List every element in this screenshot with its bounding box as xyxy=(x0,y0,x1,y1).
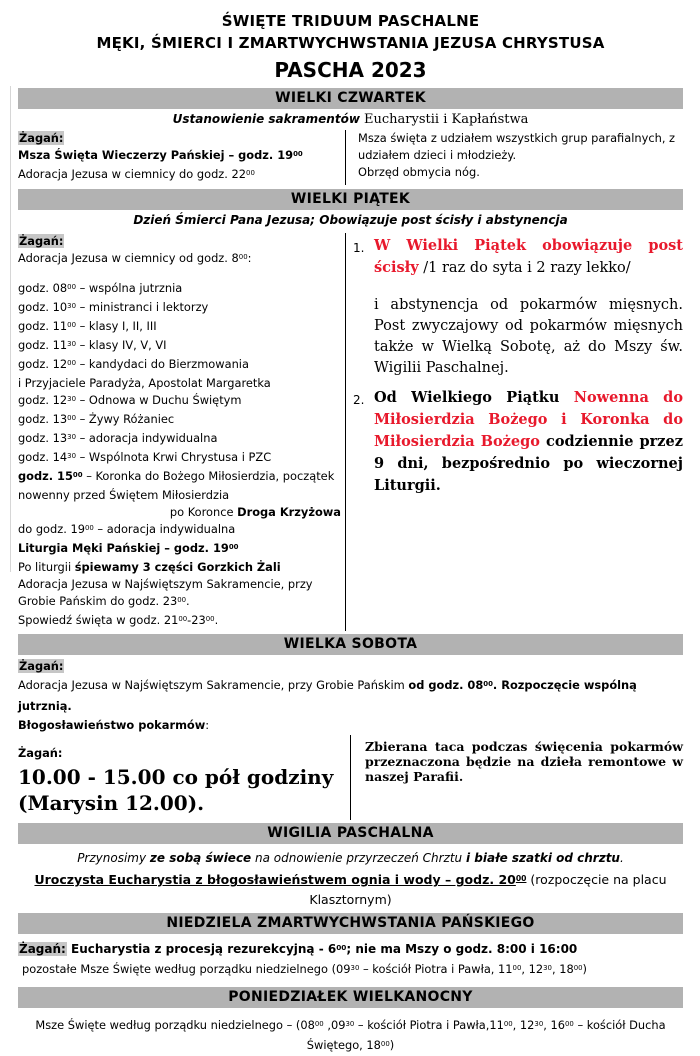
text-segment: Adoracja Jezusa w Najświętszym Sakramencie, przy Grobie Pańskim do godz. 23 xyxy=(18,577,313,609)
text-segment: 30 xyxy=(67,452,76,461)
text-segment: Msze Święte według porządku niedzielnego – (08 xyxy=(35,1018,315,1033)
fasting-rule-text xyxy=(374,235,683,385)
text-segment: 00 xyxy=(67,414,76,423)
text-segment: godz. 15 xyxy=(18,469,73,484)
text-segment: śpiewamy 3 części Gorzkich Żali xyxy=(74,560,281,575)
highlighted-label: Żagań: xyxy=(19,131,64,145)
text-segment: Od Wielkiego Piątku xyxy=(374,389,574,406)
text-line xyxy=(18,392,341,411)
sunday-mass-line xyxy=(18,940,683,960)
list-number: 2. xyxy=(353,393,365,407)
text-segment: godz. 11 xyxy=(18,319,68,334)
text-segment: codziennie przez 9 dni, bezpośrednio po wieczornej Liturgii. xyxy=(374,433,683,494)
text-segment: i białe szatki od chrztu xyxy=(465,851,620,866)
saturday-collection-note xyxy=(350,735,683,820)
text-segment: godz. 14 xyxy=(18,450,68,465)
friday-schedule-list xyxy=(18,233,345,631)
text-segment: od godz. 08 xyxy=(408,678,484,693)
text-segment: – kościół Ducha Świętego, 18 xyxy=(306,1018,666,1053)
text-line xyxy=(18,233,341,250)
text-segment: 30 xyxy=(67,433,76,442)
text-segment: 00 xyxy=(72,471,83,480)
text-segment: nowenny przed Świętem Miłosierdzia xyxy=(18,488,230,503)
text-segment: Dzień Śmierci Pana Jezusa; Obowiązuje post ścisły i abstynencja xyxy=(133,213,568,227)
sunday-other-masses-line xyxy=(18,960,683,981)
text-line xyxy=(18,504,341,521)
saturday-town-label xyxy=(18,745,350,761)
text-segment: Uroczysta Eucharystia z błogosławieństwem ognia i wody – godz. 20 xyxy=(34,872,516,888)
text-segment: 00 xyxy=(314,1020,324,1029)
text-segment: godz. 08 xyxy=(18,281,68,296)
text-line xyxy=(18,375,341,392)
text-segment: ) xyxy=(582,962,587,977)
text-segment: ) xyxy=(389,1038,395,1053)
section-wielki-czwartek xyxy=(18,130,683,185)
text-segment: godz. 11 xyxy=(18,338,68,353)
text-segment: Adoracja Jezusa w ciemnicy do godz. 22 xyxy=(18,167,247,181)
text-line xyxy=(374,295,683,379)
text-segment: Adoracja Jezusa w ciemnicy od godz. 8 xyxy=(18,251,239,265)
text-line xyxy=(18,716,683,735)
section-header-wigilia-paschalna: WIGILIA PASCHALNA xyxy=(18,823,683,844)
text-segment: Po liturgii xyxy=(18,560,75,575)
text-line xyxy=(18,468,341,487)
text-segment: , 12 xyxy=(521,962,544,977)
text-segment: – Koronka do Bożego Miłosierdzia, początek xyxy=(82,469,335,484)
text-segment: 00 xyxy=(205,615,215,624)
text-segment: po Koronce xyxy=(169,505,238,520)
text-line xyxy=(18,487,341,504)
saturday-intro xyxy=(18,657,683,735)
text-segment: 30 xyxy=(345,1020,355,1029)
text-line xyxy=(374,387,683,497)
text-segment: , 18 xyxy=(551,962,574,977)
text-line xyxy=(18,280,341,299)
text-segment: /1 raz do syta i 2 razy lekko/ xyxy=(418,260,631,276)
saturday-left-column xyxy=(18,735,350,820)
text-segment: ze sobą świece xyxy=(149,851,252,866)
text-segment: – adoracja indywidualna xyxy=(75,431,218,446)
text-segment: -23 xyxy=(187,613,206,628)
text-segment: Adoracja Jezusa w Najświętszym Sakramencie, przy Grobie Pańskim xyxy=(18,678,409,693)
text-segment: 00 xyxy=(177,596,187,605)
text-segment: – kandydaci do Bierzmowania xyxy=(75,357,249,372)
thursday-subtitle xyxy=(18,110,683,129)
text-line xyxy=(358,164,683,181)
text-segment: Eucharystii i Kapłaństwa xyxy=(359,112,529,127)
text-segment: : xyxy=(247,251,252,265)
text-segment: – ministranci i lektorzy xyxy=(75,300,209,315)
text-segment: – Wspólnota Krwi Chrystusa i PZC xyxy=(75,450,272,465)
text-segment: godz. 13 xyxy=(18,431,68,446)
text-segment: (Marysin 12.00). xyxy=(18,791,205,816)
text-line xyxy=(18,559,341,576)
text-line xyxy=(18,612,341,631)
text-segment: Eucharystia z procesją rezurekcyjną - 6 xyxy=(66,942,337,957)
text-segment: 00 xyxy=(515,873,527,883)
text-segment: godz. 12 xyxy=(18,393,68,408)
page-left-border xyxy=(10,86,11,572)
text-segment: 00 xyxy=(246,168,255,177)
novena-rule-item xyxy=(353,387,683,503)
fasting-rule-item xyxy=(353,235,683,385)
text-segment: – wspólna jutrznia xyxy=(75,281,183,296)
text-line xyxy=(18,764,350,790)
text-line xyxy=(18,430,341,449)
thursday-left-column xyxy=(18,130,345,185)
text-segment: 00 xyxy=(573,964,583,973)
text-segment: 30 xyxy=(67,340,76,349)
title-line-3: PASCHA 2023 xyxy=(274,58,427,82)
text-segment: 00 xyxy=(503,1020,513,1029)
text-segment: Liturgia Męki Pańskiej – godz. 19 xyxy=(18,541,229,556)
text-segment: ; nie ma Mszy o godz. 8:00 i 16:00 xyxy=(346,942,578,957)
text-segment: do godz. 19 xyxy=(18,522,85,537)
text-line xyxy=(18,676,683,716)
friday-notes-column xyxy=(345,233,683,631)
text-segment: . xyxy=(619,851,624,866)
blessing-hours xyxy=(18,764,350,816)
text-line xyxy=(374,235,683,279)
thursday-right-column xyxy=(345,130,683,185)
text-segment: 00 xyxy=(512,964,522,973)
section-header-niedziela-zmartwychwstania: NIEDZIELA ZMARTWYCHWSTANIA PAŃSKIEGO xyxy=(18,913,683,934)
text-segment: 10.00 - 15.00 co pół godziny xyxy=(18,765,334,790)
text-segment: 30 xyxy=(543,964,552,973)
text-segment: na odnowienie przyrzeczeń Chrztu xyxy=(251,851,466,866)
text-segment: pozostałe Msze Święte według porządku niedzielnego (09 xyxy=(22,962,351,977)
text-segment: W Wielki Piątek obowiązuje post ścisły xyxy=(374,237,683,276)
text-segment: – kościół Piotra i Pawła, 11 xyxy=(359,962,513,977)
text-segment: Zbierana taca podczas święcenia pokarmów przeznaczona będzie na dzieła remontowe w naszej Parafii. xyxy=(365,739,683,785)
text-line xyxy=(18,356,341,375)
text-segment: Ustanowienie sakramentów xyxy=(172,112,360,126)
highlighted-label: Żagań: xyxy=(19,659,64,674)
list-number: 1. xyxy=(353,241,365,255)
section-header-wielka-sobota: WIELKA SOBOTA xyxy=(18,634,683,655)
text-segment: (rozpoczęcie na placu Klasztornym) xyxy=(309,872,667,908)
text-segment: godz. 12 xyxy=(18,357,68,372)
text-segment: – adoracja indywidualna xyxy=(93,522,236,537)
text-line xyxy=(18,449,341,468)
text-segment: godz. 10 xyxy=(18,300,68,315)
text-segment: 00 xyxy=(238,252,248,261)
text-line xyxy=(365,739,683,784)
text-line xyxy=(18,576,341,612)
text-line xyxy=(18,269,341,280)
text-segment: i abstynencja od pokarmów mięsnych. Post zwyczajowy od pokarmów mięsnych także w Wielką Sobotę, aż do Mszy św. Wigilii Paschalnej. xyxy=(374,297,683,376)
text-segment: Msza Święta Wieczerzy Pańskiej – godz. 19 xyxy=(18,148,294,162)
text-segment: godz. 13 xyxy=(18,412,68,427)
highlighted-label: Żagań: xyxy=(19,942,66,957)
title-line-1: ŚWIĘTE TRIDUUM PASCHALNE xyxy=(221,12,480,30)
text-line xyxy=(18,521,341,540)
text-segment: i Przyjaciele Paradyża, Apostolat Margaretka xyxy=(18,376,271,391)
friday-subtitle xyxy=(18,212,683,229)
text-segment: 00 xyxy=(178,615,188,624)
text-line xyxy=(18,790,350,816)
text-line xyxy=(18,318,341,337)
text-segment: Błogosławieństwo pokarmów xyxy=(18,718,206,733)
text-segment: 30 xyxy=(67,395,76,404)
text-segment: 00 xyxy=(67,321,76,330)
text-line xyxy=(18,299,341,318)
text-segment: 00 xyxy=(84,524,94,533)
text-segment: 00 xyxy=(483,680,493,689)
text-segment: 00 xyxy=(380,1040,390,1049)
vigil-instruction xyxy=(18,850,683,867)
text-segment: – klasy I, II, III xyxy=(75,319,157,334)
text-segment: 00 xyxy=(336,943,347,953)
text-line xyxy=(18,147,345,166)
text-segment: Droga Krzyżowa xyxy=(237,505,341,520)
text-line xyxy=(18,130,345,147)
text-line xyxy=(18,166,345,185)
text-line xyxy=(18,250,341,269)
text-segment: 00 xyxy=(228,543,239,552)
text-line xyxy=(18,337,341,356)
text-segment: : xyxy=(205,718,210,733)
text-line xyxy=(18,657,683,676)
text-segment: – kościół Piotra i Pawła,11 xyxy=(354,1018,504,1033)
text-segment: ,09 xyxy=(323,1018,346,1033)
text-segment: , 12 xyxy=(512,1018,535,1033)
section-header-wielki-piatek: WIELKI PIĄTEK xyxy=(18,189,683,210)
text-segment: 30 xyxy=(350,964,360,973)
novena-rule-text xyxy=(374,387,683,503)
text-segment: 30 xyxy=(534,1020,544,1029)
text-segment: – Odnowa w Duchu Świętym xyxy=(75,393,242,408)
text-segment: 30 xyxy=(67,302,76,311)
text-segment: Przynosimy xyxy=(77,851,150,866)
text-segment: Żagań: xyxy=(18,746,63,761)
text-segment: Nowenna do Miłosierdzia Bożego i Koronka do Miłosierdzia Bożego xyxy=(374,389,683,450)
text-line xyxy=(18,411,341,430)
section-header-poniedzialek-wielkanocny: PONIEDZIAŁEK WIELKANOCNY xyxy=(18,987,683,1008)
text-segment: Spowiedź święta w godz. 21 xyxy=(18,613,179,628)
text-segment: Obrzęd obmycia nóg. xyxy=(358,165,480,179)
title-line-2: MĘKI, ŚMIERCI I ZMARTWYCHWSTANIA JEZUSA CHRYSTUSA xyxy=(96,34,605,52)
text-segment: 00 xyxy=(67,359,76,368)
text-segment: . xyxy=(214,613,219,628)
text-segment: Msza święta z udziałem wszystkich grup parafialnych, z udziałem dzieci i młodzieży. xyxy=(358,131,676,162)
text-segment: 00 xyxy=(67,283,76,292)
text-line xyxy=(358,130,683,164)
text-segment: . xyxy=(186,594,190,609)
text-segment: , 16 xyxy=(543,1018,565,1033)
text-segment: – Żywy Różaniec xyxy=(75,412,175,427)
section-wielki-piatek xyxy=(18,233,683,631)
highlighted-label: Żagań: xyxy=(19,234,64,248)
section-header-wielki-czwartek: WIELKI CZWARTEK xyxy=(18,88,683,109)
text-segment: 00 xyxy=(565,1020,574,1029)
text-segment: – klasy IV, V, VI xyxy=(75,338,167,353)
text-line xyxy=(18,540,341,559)
monday-masses-line xyxy=(18,1016,683,1056)
text-segment: 00 xyxy=(293,149,303,158)
document-header xyxy=(18,10,683,84)
text-segment: . Rozpoczęcie wspólną jutrznią. xyxy=(18,678,637,714)
section-wielka-sobota xyxy=(18,735,683,820)
vigil-mass-time xyxy=(18,871,683,909)
